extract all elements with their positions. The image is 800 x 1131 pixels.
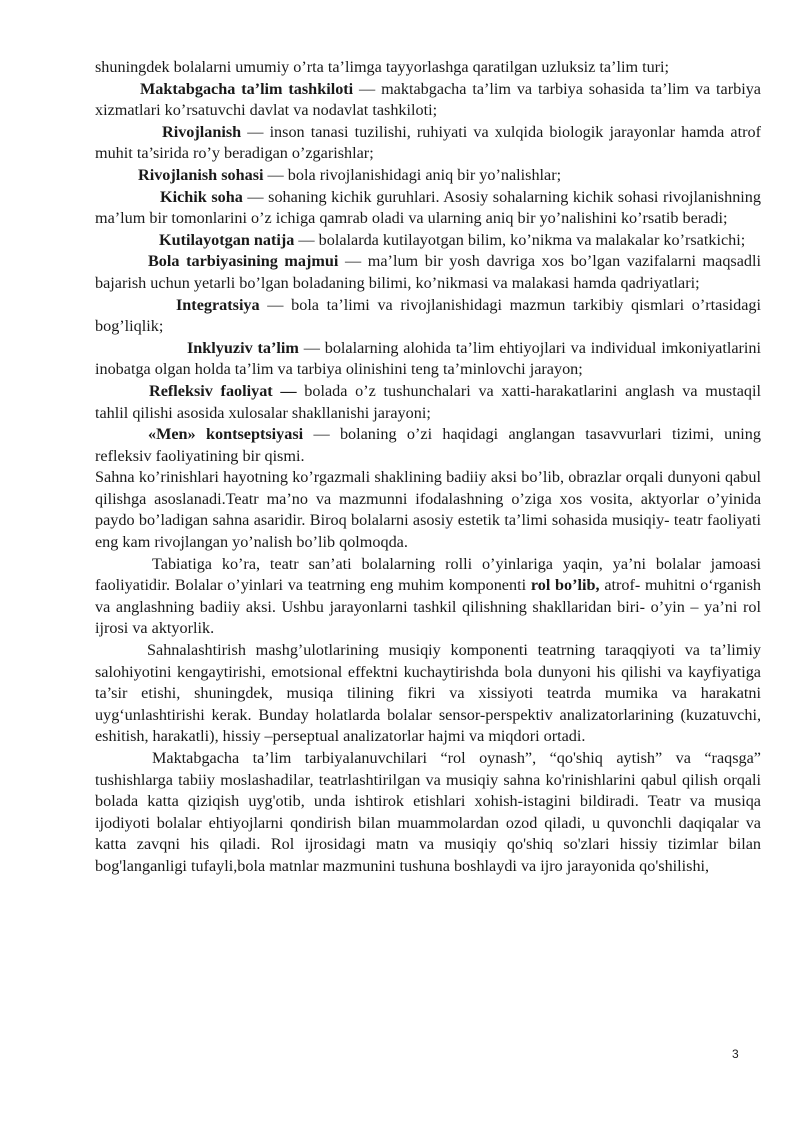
- paragraph-text: — maktabgacha ta’lim va tarbiya sohasida ta’lim va tarbiya xizmatlari ko’rsatuvchi davlat va nodavlat tashkiloti;: [95, 79, 761, 120]
- paragraph-text: — bola rivojlanishidagi aniq bir yo’nalishlar;: [263, 165, 562, 184]
- paragraph: [95, 424, 761, 467]
- paragraph-text: — bolalarda kutilayotgan bilim, ko’nikma va malakalar ko’rsatkichi;: [294, 230, 746, 249]
- paragraph: [95, 251, 761, 294]
- paragraph: [95, 57, 761, 79]
- paragraph: [95, 295, 761, 338]
- paragraph-text: — inson tanasi tuzilishi, ruhiyati va xulqida biologik jarayonlar hamda atrof muhit ta’sirida ro’y beradigan o’zgarishlar;: [95, 122, 761, 163]
- paragraph-text: Sahnalashtirish mashg’ulotlarining musiqiy komponenti teatrning taraqqiyoti va ta’limiy salohiyotini kengaytirishi, emotsional effektni kuchaytirishda bola dunyoni his qilishi va kayfiyatiga ta’sir etishi, shuningdek, musiqa tilining fikri va xissiyoti teatrda mumika va harakatni uyg‘unlashtirishi kerak. Bunday holatlarda bolalar sensor-perspektiv analizatorlarining (kuzatuvchi, eshitish, harakatli), hissiy –perseptual analizatorlar hajmi va miqdori ortadi.: [95, 641, 761, 746]
- term: «Men» kontseptsiyasi: [148, 425, 304, 444]
- paragraph-text: — bola ta’limi va rivojlanishidagi mazmun tarkibiy qismlari o’rtasidagi bog’liqlik;: [95, 295, 761, 336]
- paragraph: [95, 748, 761, 878]
- paragraph: [95, 79, 761, 122]
- paragraph-text: — bolalarning alohida ta’lim ehtiyojlari va individual imkoniyatlarini inobatga olgan holda ta’lim va tarbiya olinishini teng ta’minlovchi jarayon;: [95, 338, 762, 379]
- paragraph-text: Maktabgacha ta’lim tarbiyalanuvchilari “rol oynash”, “qo'shiq aytish” va “raqsga” tushishlarga tabiiy moslashadilar, teatrlashtirilgan va musiqiy sahna ko'rinishlarini qabul qilish orqali bolada katta qiziqish uyg'otib, unda ishtirok etishlari xohish-istagini bildiradi. Teatr va musiqa ijodiyoti bolalar ehtiyojlarni qondirish bilan muammolardan ozod qiladi, u quvonchli daqiqalar va katta zavqni his qiladi. Rol ijrosidagi matn va musiqiy qo'shiq so'zlari hissiy tizimlar bilan bog'langanligi tufayli,bola matnlar mazmunini tushuna boshlaydi va ijro jarayonida qo'shilishi,: [95, 749, 761, 875]
- paragraph-text: Sahna ko’rinishlari hayotning ko’rgazmali shaklining badiiy aksi bo’lib, obrazlar orqali dunyoni qabul qilishga asoslanadi.Teatr ma’no va mazmunni ifodalashning o’ziga xos vosita, aktyorlar o’yinida paydo bo’ladigan sahna asaridir. Biroq bolalarni asosiy estetik ta’limi sohasida musiqiy- teatr faoliyati eng kam rivojlangan yo’nalish bo’lib qolmoqda.: [95, 468, 761, 552]
- term: Rivojlanish: [162, 122, 242, 141]
- page-number: 3: [732, 1047, 739, 1061]
- term: Integratsiya: [176, 295, 260, 314]
- paragraph: [95, 122, 761, 165]
- emphasis: rol bo’lib,: [530, 576, 600, 595]
- paragraph: [95, 187, 761, 230]
- paragraph-text: bolada o’z tushunchalari va xatti-harakatlarini anglash va mustaqil tahlil qilishi asosida xulosalar shakllanishi jarayoni;: [95, 381, 761, 422]
- paragraph: [95, 230, 761, 252]
- term: Refleksiv faoliyat —: [149, 381, 297, 400]
- paragraph: [95, 554, 761, 640]
- term: Bola tarbiyasining majmui: [148, 252, 339, 271]
- paragraph-text: — sohaning kichik guruhlari. Asosiy sohalarning kichik sohasi rivojlanishning ma’lum bir tomonlarini o’z ichiga qamrab oladi va ularning aniq bir yo’nalishini ko’rsatib beradi;: [95, 187, 761, 228]
- paragraph: [95, 165, 761, 187]
- term: Kichik soha: [160, 187, 243, 206]
- term: Rivojlanish sohasi: [138, 165, 264, 184]
- term: Maktabgacha ta’lim tashkiloti: [140, 79, 354, 98]
- term: Kutilayotgan natija: [159, 230, 295, 249]
- paragraph: [95, 338, 761, 381]
- paragraph-text: Tabiatiga ko’ra, teatr san’ati bolalarning rolli o’yinlariga yaqin, ya’ni bolalar jamoasi faoliyatidir. Bolalar o’yinlari va teatrning eng muhim komponenti: [95, 554, 761, 595]
- paragraph-text: — bolaning o’zi haqidagi anglangan tasavvurlari tizimi, uning refleksiv faoliyatining bir qismi.: [95, 425, 761, 465]
- paragraph-text: shuningdek bolalarni umumiy o’rta ta’limga tayyorlashga qaratilgan uzluksiz ta’lim turi;: [95, 58, 670, 76]
- paragraph: [95, 640, 761, 748]
- term: Inklyuziv ta’lim: [187, 338, 299, 357]
- paragraph-text: — ma’lum bir yosh davriga xos bo’lgan vazifalarni maqsadli bajarish uchun yetarli bo’lgan boladaning bilimi, ko’nikmasi va malakasi hamda qadriyatlari;: [95, 252, 762, 292]
- document-body: [95, 57, 761, 878]
- paragraph: [95, 381, 761, 424]
- paragraph: [95, 467, 761, 553]
- paragraph-text: atrof- muhitni o‘rganish va anglashning badiiy aksi. Ushbu jarayonlarni tashkil qilishning shakllaridan biri- o’yin – ya’ni rol ijrosi va aktyorlik.: [95, 576, 761, 638]
